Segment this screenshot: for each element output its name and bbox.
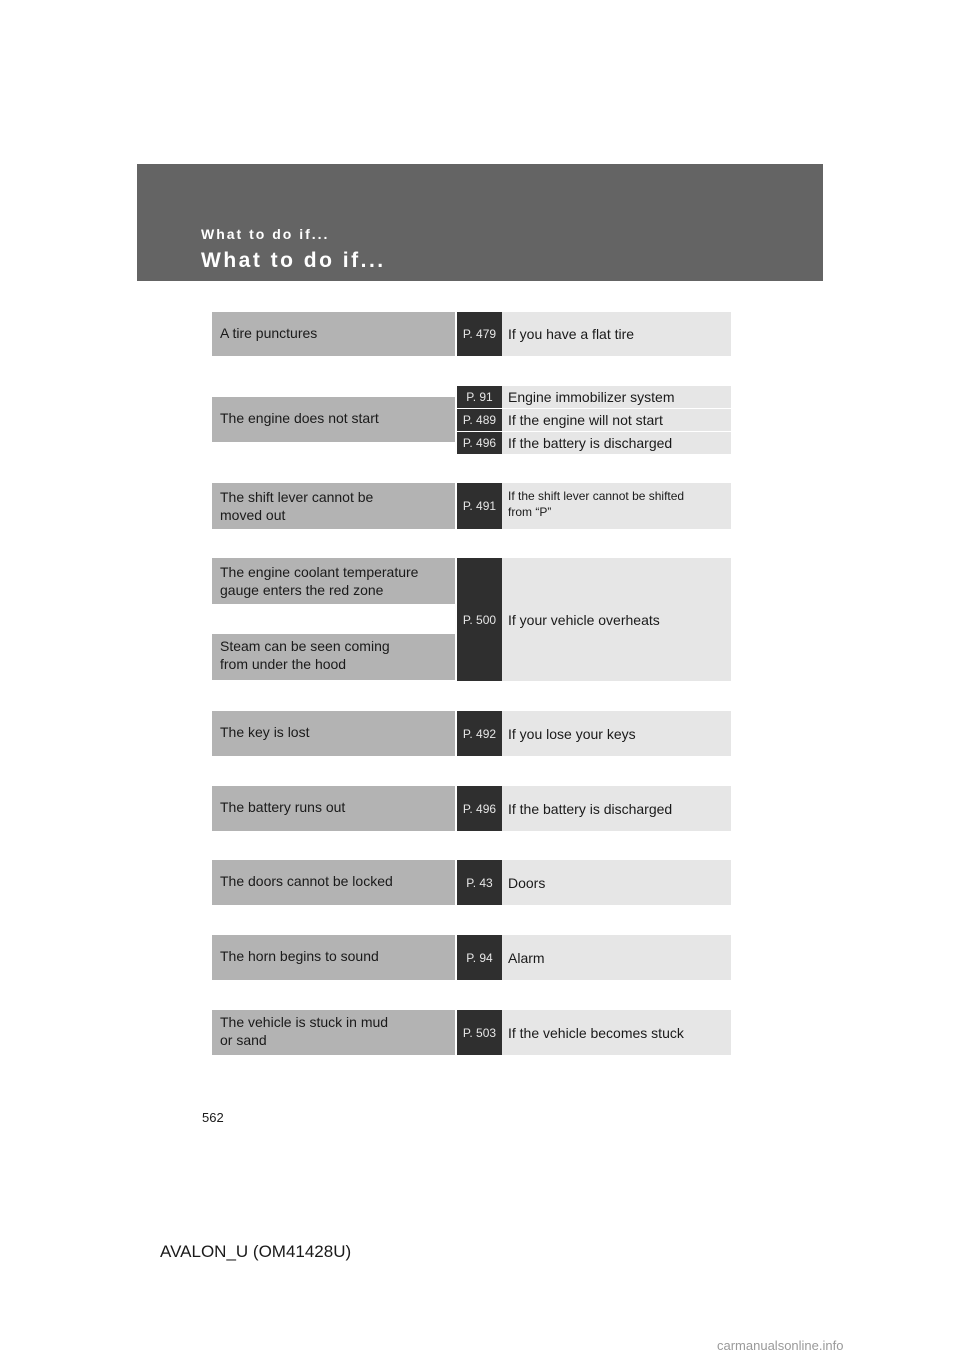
condition-steam: Steam can be seen coming from under the hood — [212, 634, 455, 680]
page-ref-489[interactable]: P. 489 — [457, 409, 502, 431]
condition-key-lost: The key is lost — [212, 711, 455, 756]
result-battery-discharged-b: If the battery is discharged — [502, 786, 731, 831]
result-engine-immobilizer: Engine immobilizer system — [502, 386, 731, 408]
page-ref-503[interactable]: P. 503 — [457, 1010, 502, 1055]
result-vehicle-stuck: If the vehicle becomes stuck — [502, 1010, 731, 1055]
page-ref-496-b[interactable]: P. 496 — [457, 786, 502, 831]
page-title: What to do if... — [201, 249, 386, 272]
condition-engine-not-start: The engine does not start — [212, 397, 455, 442]
document-footer: AVALON_U (OM41428U) — [160, 1242, 352, 1261]
page-ref-491[interactable]: P. 491 — [457, 483, 502, 529]
condition-doors-not-locked: The doors cannot be locked — [212, 860, 455, 905]
condition-shift-lever: The shift lever cannot be moved out — [212, 483, 455, 529]
page-ref-91[interactable]: P. 91 — [457, 386, 502, 408]
result-alarm: Alarm — [502, 935, 731, 980]
result-vehicle-overheats: If your vehicle overheats — [502, 558, 731, 681]
page-ref-479[interactable]: P. 479 — [457, 312, 502, 356]
result-flat-tire: If you have a flat tire — [502, 312, 731, 356]
page-number: 562 — [202, 1110, 224, 1125]
result-doors: Doors — [502, 860, 731, 905]
result-shift-lever: If the shift lever cannot be shifted from “P” — [502, 483, 731, 529]
watermark: carmanualsonline.info — [717, 1338, 844, 1353]
condition-horn-sounds: The horn begins to sound — [212, 935, 455, 980]
page-ref-43[interactable]: P. 43 — [457, 860, 502, 905]
condition-vehicle-stuck: The vehicle is stuck in mud or sand — [212, 1010, 455, 1055]
result-lose-keys: If you lose your keys — [502, 711, 731, 756]
page-ref-492[interactable]: P. 492 — [457, 711, 502, 756]
result-engine-will-not-start: If the engine will not start — [502, 409, 731, 431]
condition-coolant-gauge: The engine coolant temperature gauge enters the red zone — [212, 558, 455, 604]
condition-tire-punctures: A tire punctures — [212, 312, 455, 356]
condition-battery-runs-out: The battery runs out — [212, 786, 455, 831]
section-header — [137, 164, 823, 281]
page-ref-496[interactable]: P. 496 — [457, 432, 502, 454]
result-battery-discharged: If the battery is discharged — [502, 432, 731, 454]
header-subtitle: What to do if... — [201, 226, 330, 242]
page-ref-94[interactable]: P. 94 — [457, 935, 502, 980]
page-ref-500[interactable]: P. 500 — [457, 558, 502, 681]
